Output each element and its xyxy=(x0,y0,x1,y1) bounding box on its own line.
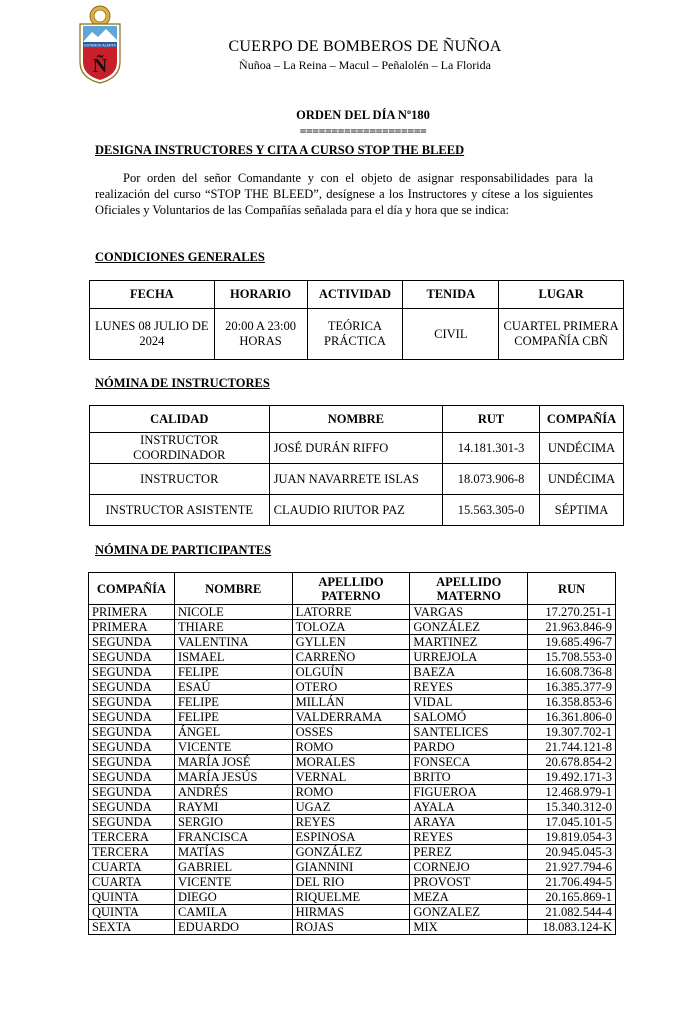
instructor-role: INSTRUCTOR xyxy=(90,464,270,495)
participant-company: TERCERA xyxy=(89,845,175,860)
conditions-table xyxy=(89,280,624,360)
participant-maternal-surname: BRITO xyxy=(410,770,528,785)
participant-paternal-surname: RIQUELME xyxy=(292,890,410,905)
conditions-heading: CONDICIONES GENERALES xyxy=(95,250,265,264)
participants-header-row xyxy=(89,573,616,605)
participant-row xyxy=(89,890,616,905)
participant-maternal-surname: PARDO xyxy=(410,740,528,755)
participant-row xyxy=(89,830,616,845)
participant-maternal-surname: MEZA xyxy=(410,890,528,905)
participant-run: 21.082.544-4 xyxy=(528,905,616,920)
participant-first-name: EDUARDO xyxy=(174,920,292,935)
participant-run: 20.945.045-3 xyxy=(528,845,616,860)
participant-maternal-surname: CORNEJO xyxy=(410,860,528,875)
participant-paternal-surname: ROMO xyxy=(292,785,410,800)
participants-header-cell: NOMBRE xyxy=(174,573,292,605)
participant-run: 15.708.553-0 xyxy=(528,650,616,665)
participant-maternal-surname: PROVOST xyxy=(410,875,528,890)
participant-company: SEGUNDA xyxy=(89,680,175,695)
participants-body xyxy=(89,605,616,935)
instructor-rut: 14.181.301-3 xyxy=(443,433,540,464)
participant-row xyxy=(89,905,616,920)
participant-maternal-surname: REYES xyxy=(410,830,528,845)
participant-paternal-surname: UGAZ xyxy=(292,800,410,815)
participant-maternal-surname: VIDAL xyxy=(410,695,528,710)
participant-row xyxy=(89,860,616,875)
participant-run: 20.165.869-1 xyxy=(528,890,616,905)
participant-company: QUINTA xyxy=(89,905,175,920)
participant-first-name: FELIPE xyxy=(174,710,292,725)
participant-paternal-surname: OSSES xyxy=(292,725,410,740)
participant-row xyxy=(89,635,616,650)
participant-row xyxy=(89,725,616,740)
participant-row xyxy=(89,605,616,620)
participant-first-name: DIEGO xyxy=(174,890,292,905)
participant-company: SEGUNDA xyxy=(89,695,175,710)
participant-run: 19.685.496-7 xyxy=(528,635,616,650)
participant-maternal-surname: VARGAS xyxy=(410,605,528,620)
participant-company: SEGUNDA xyxy=(89,665,175,680)
participant-first-name: ESAÚ xyxy=(174,680,292,695)
participant-paternal-surname: GYLLEN xyxy=(292,635,410,650)
participant-first-name: MARÍA JESÚS xyxy=(174,770,292,785)
participant-company: SEGUNDA xyxy=(89,635,175,650)
participant-paternal-surname: GONZÁLEZ xyxy=(292,845,410,860)
participant-first-name: FELIPE xyxy=(174,665,292,680)
participant-row xyxy=(89,845,616,860)
participant-run: 18.083.124-K xyxy=(528,920,616,935)
participant-first-name: GABRIEL xyxy=(174,860,292,875)
participant-maternal-surname: GONZÁLEZ xyxy=(410,620,528,635)
participant-first-name: RAYMI xyxy=(174,800,292,815)
participant-paternal-surname: VERNAL xyxy=(292,770,410,785)
participant-row xyxy=(89,710,616,725)
organization-communes: Ñuñoa – La Reina – Macul – Peñalolén – La Florida xyxy=(239,58,491,72)
participant-company: SEGUNDA xyxy=(89,800,175,815)
instructor-row xyxy=(90,464,624,495)
participant-first-name: VICENTE xyxy=(174,740,292,755)
participant-paternal-surname: OTERO xyxy=(292,680,410,695)
conditions-place: CUARTEL PRIMERA COMPAÑÍA CBÑ xyxy=(499,309,624,360)
participants-table xyxy=(88,572,616,935)
order-body-paragraph: Por orden del señor Comandante y con el objeto de asignar responsabilidades para la realización del curso “STOP THE BLEED”, desígnese a los Instructores y cítese a los siguientes Oficiales y Voluntarios de las Compañías señalada para el día y hora que se indica: xyxy=(95,171,593,217)
participant-maternal-surname: FIGUEROA xyxy=(410,785,528,800)
participant-company: SEGUNDA xyxy=(89,710,175,725)
participant-run: 12.468.979-1 xyxy=(528,785,616,800)
participant-maternal-surname: GONZALEZ xyxy=(410,905,528,920)
participant-run: 21.963.846-9 xyxy=(528,620,616,635)
participant-company: SEGUNDA xyxy=(89,785,175,800)
participant-first-name: CAMILA xyxy=(174,905,292,920)
participant-paternal-surname: GIANNINI xyxy=(292,860,410,875)
participant-paternal-surname: ESPINOSA xyxy=(292,830,410,845)
participant-maternal-surname: MIX xyxy=(410,920,528,935)
participant-maternal-surname: FONSECA xyxy=(410,755,528,770)
participant-first-name: NICOLE xyxy=(174,605,292,620)
participant-maternal-surname: REYES xyxy=(410,680,528,695)
participant-run: 19.819.054-3 xyxy=(528,830,616,845)
participant-first-name: THIARE xyxy=(174,620,292,635)
participant-first-name: VICENTE xyxy=(174,875,292,890)
instructors-header-cell: RUT xyxy=(443,406,540,433)
participant-paternal-surname: DEL RIO xyxy=(292,875,410,890)
instructor-rut: 18.073.906-8 xyxy=(443,464,540,495)
participant-paternal-surname: TOLOZA xyxy=(292,620,410,635)
instructor-name: CLAUDIO RIUTOR PAZ xyxy=(269,495,443,526)
instructor-rut: 15.563.305-0 xyxy=(443,495,540,526)
conditions-header-cell: ACTIVIDAD xyxy=(307,281,403,309)
participant-company: SEGUNDA xyxy=(89,650,175,665)
participant-paternal-surname: VALDERRAMA xyxy=(292,710,410,725)
instructor-name: JUAN NAVARRETE ISLAS xyxy=(269,464,443,495)
participant-run: 17.045.101-5 xyxy=(528,815,616,830)
participant-maternal-surname: AYALA xyxy=(410,800,528,815)
participant-row xyxy=(89,620,616,635)
participant-paternal-surname: ROJAS xyxy=(292,920,410,935)
participant-company: PRIMERA xyxy=(89,605,175,620)
participants-heading: NÓMINA DE PARTICIPANTES xyxy=(95,543,272,557)
participant-maternal-surname: BAEZA xyxy=(410,665,528,680)
participant-maternal-surname: ARAYA xyxy=(410,815,528,830)
participant-first-name: ANDRÉS xyxy=(174,785,292,800)
instructor-role: INSTRUCTOR COORDINADOR xyxy=(90,433,270,464)
conditions-activity: TEÓRICA PRÁCTICA xyxy=(307,309,403,360)
participant-run: 16.358.853-6 xyxy=(528,695,616,710)
organization-name: CUERPO DE BOMBEROS DE ÑUÑOA xyxy=(228,38,502,55)
participant-company: CUARTA xyxy=(89,875,175,890)
participant-first-name: FRANCISCA xyxy=(174,830,292,845)
instructor-name: JOSÉ DURÁN RIFFO xyxy=(269,433,443,464)
title-underline-rule: ==================== xyxy=(299,124,427,138)
instructor-role: INSTRUCTOR ASISTENTE xyxy=(90,495,270,526)
participant-row xyxy=(89,920,616,935)
participant-row xyxy=(89,695,616,710)
conditions-header-cell: FECHA xyxy=(90,281,215,309)
participant-run: 20.678.854-2 xyxy=(528,755,616,770)
participant-company: PRIMERA xyxy=(89,620,175,635)
participant-row xyxy=(89,665,616,680)
participant-paternal-surname: HIRMAS xyxy=(292,905,410,920)
instructors-header-cell: CALIDAD xyxy=(90,406,270,433)
participant-company: SEGUNDA xyxy=(89,815,175,830)
participant-row xyxy=(89,755,616,770)
participant-maternal-surname: SANTELICES xyxy=(410,725,528,740)
participant-run: 21.706.494-5 xyxy=(528,875,616,890)
instructors-header-row xyxy=(90,406,624,433)
logo-letter: Ñ xyxy=(92,55,108,77)
participant-company: TERCERA xyxy=(89,830,175,845)
participant-run: 17.270.251-1 xyxy=(528,605,616,620)
participant-company: SEGUNDA xyxy=(89,740,175,755)
participant-paternal-surname: MORALES xyxy=(292,755,410,770)
conditions-header-cell: TENIDA xyxy=(403,281,499,309)
conditions-header-row xyxy=(90,281,624,309)
instructors-heading: NÓMINA DE INSTRUCTORES xyxy=(95,376,270,390)
instructor-row xyxy=(90,433,624,464)
participant-paternal-surname: REYES xyxy=(292,815,410,830)
participant-run: 19.492.171-3 xyxy=(528,770,616,785)
conditions-schedule: 20:00 A 23:00 HORAS xyxy=(214,309,307,360)
participant-row xyxy=(89,770,616,785)
participant-paternal-surname: ROMO xyxy=(292,740,410,755)
participant-row xyxy=(89,800,616,815)
participant-first-name: ÁNGEL xyxy=(174,725,292,740)
participant-run: 16.361.806-0 xyxy=(528,710,616,725)
participant-run: 16.385.377-9 xyxy=(528,680,616,695)
conditions-date: LUNES 08 JULIO DE 2024 xyxy=(90,309,215,360)
participant-row xyxy=(89,740,616,755)
participant-maternal-surname: PEREZ xyxy=(410,845,528,860)
order-subject: DESIGNA INSTRUCTORES Y CITA A CURSO STOP THE BLEED xyxy=(95,143,465,157)
participants-header-cell: COMPAÑÍA xyxy=(89,573,175,605)
participant-paternal-surname: CARREÑO xyxy=(292,650,410,665)
fire-department-crest-icon xyxy=(76,4,124,84)
participant-company: SEGUNDA xyxy=(89,770,175,785)
participant-company: QUINTA xyxy=(89,890,175,905)
instructor-company: SÉPTIMA xyxy=(540,495,624,526)
participant-company: SEGUNDA xyxy=(89,755,175,770)
participant-run: 15.340.312-0 xyxy=(528,800,616,815)
instructor-company: UNDÉCIMA xyxy=(540,464,624,495)
participant-run: 19.307.702-1 xyxy=(528,725,616,740)
participant-row xyxy=(89,680,616,695)
instructors-table xyxy=(89,405,624,526)
participant-row xyxy=(89,650,616,665)
participant-row xyxy=(89,815,616,830)
participants-header-cell: RUN xyxy=(528,573,616,605)
conditions-header-cell: HORARIO xyxy=(214,281,307,309)
participant-company: SEGUNDA xyxy=(89,725,175,740)
instructors-header-cell: NOMBRE xyxy=(269,406,443,433)
participant-company: CUARTA xyxy=(89,860,175,875)
conditions-row xyxy=(90,309,624,360)
participant-company: SEXTA xyxy=(89,920,175,935)
participant-row xyxy=(89,785,616,800)
order-title: ORDEN DEL DÍA Nº180 xyxy=(296,108,430,122)
participant-paternal-surname: MILLÁN xyxy=(292,695,410,710)
participant-paternal-surname: OLGUÍN xyxy=(292,665,410,680)
participant-maternal-surname: MARTINEZ xyxy=(410,635,528,650)
participant-paternal-surname: LATORRE xyxy=(292,605,410,620)
logo-motto: ESTAMOS ALERTA xyxy=(84,43,116,48)
participant-row xyxy=(89,875,616,890)
conditions-header-cell: LUGAR xyxy=(499,281,624,309)
instructor-company: UNDÉCIMA xyxy=(540,433,624,464)
participants-header-cell: APELLIDO MATERNO xyxy=(410,573,528,605)
participant-first-name: ISMAEL xyxy=(174,650,292,665)
instructors-header-cell: COMPAÑÍA xyxy=(540,406,624,433)
participant-maternal-surname: SALOMÓ xyxy=(410,710,528,725)
participant-maternal-surname: URREJOLA xyxy=(410,650,528,665)
participants-header-cell: APELLIDO PATERNO xyxy=(292,573,410,605)
participant-run: 16.608.736-8 xyxy=(528,665,616,680)
conditions-dress: CIVIL xyxy=(403,309,499,360)
participant-run: 21.744.121-8 xyxy=(528,740,616,755)
participant-run: 21.927.794-6 xyxy=(528,860,616,875)
participant-first-name: VALENTINA xyxy=(174,635,292,650)
participant-first-name: MATÍAS xyxy=(174,845,292,860)
participant-first-name: FELIPE xyxy=(174,695,292,710)
instructor-row xyxy=(90,495,624,526)
participant-first-name: SERGIO xyxy=(174,815,292,830)
participant-first-name: MARÍA JOSÉ xyxy=(174,755,292,770)
